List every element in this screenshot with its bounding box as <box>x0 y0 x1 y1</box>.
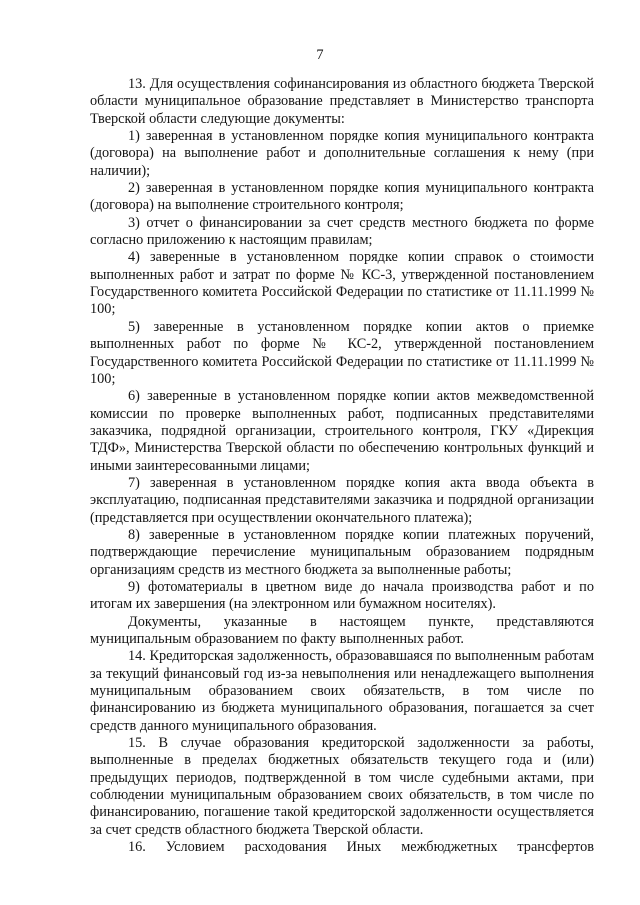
list-item-5: 5) заверенные в установленном порядке копии актов о приемке выполненных работ по форме № КС-2, утвержденной постановлением Государственного комитета Российской Федерации по статистике от 11.11.1999 № 100; <box>90 318 594 387</box>
list-item-9: 9) фотоматериалы в цветном виде до начала производства работ и по итогам их завершения (на электронном или бумажном носителях). <box>90 578 594 613</box>
list-item-1: 1) заверенная в установленном порядке копия муниципального контракта (договора) на выполнение работ и дополнительные соглашения к нему (при наличии); <box>90 128 594 179</box>
list-item-3: 3) отчет о финансировании за счет средств местного бюджета по форме согласно приложению к настоящим правилам; <box>90 214 594 249</box>
list-item-8: 8) заверенные в установленном порядке копии платежных поручений, подтверждающие перечисление муниципальным образованием подрядным организациям средств из местного бюджета за выполненные работы; <box>90 526 594 578</box>
paragraph-13: 13. Для осуществления софинансирования из областного бюджета Тверской области муниципальное образование представляет в Министерство транспорта Тверской области следующие документы: <box>90 76 594 127</box>
list-item-6: 6) заверенные в установленном порядке копии актов межведомственной комиссии по проверке выполненных работ, подписанных представителями заказчика, подрядной организации, строительного контроля, ГКУ «Дирекция ТДФ», Министерства Тверской области по обеспечению контрольных функций и иными заинтересованными лицами; <box>90 388 594 474</box>
document-body <box>90 76 594 856</box>
paragraph-16: 16. Условием расходования Иных межбюджетных трансфертов <box>128 839 594 856</box>
paragraph-14: 14. Кредиторская задолженность, образовавшаяся по выполненным работам за текущий финансовый год из-за невыполнения или ненадлежащего выполнения муниципальным образованием своих обязательств, в том числе по финансированию из бюджета муниципального образования, погашается за счет средств данного муниципального образования. <box>90 648 594 734</box>
list-item-7: 7) заверенная в установленном порядке копия акта ввода объекта в эксплуатацию, подписанная представителями заказчика и подрядной организации (представляется при осуществлении окончательного платежа); <box>90 474 594 526</box>
list-item-2: 2) заверенная в установленном порядке копия муниципального контракта (договора) на выполнение строительного контроля; <box>90 180 594 214</box>
paragraph-15: 15. В случае образования кредиторской задолженности за работы, выполненные в пределах бюджетных обязательств текущего года и (или) предыдущих периодов, подтвержденной в том числе судебными актами, при соблюдении муниципальным образованием своих обязательств, в том числе по финансированию, погашение такой кредиторской задолженности осуществляется за счет средств областного бюджета Тверской области. <box>90 735 594 838</box>
list-item-4: 4) заверенные в установленном порядке копии справок о стоимости выполненных работ и затрат по форме № КС-3, утвержденной постановлением Государственного комитета Российской Федерации по статистике от 11.11.1999 № 100; <box>90 249 594 318</box>
page-number: 7 <box>316 47 324 63</box>
documents-note: Документы, указанные в настоящем пункте, представляются муниципальным образованием по факту выполненных работ. <box>90 613 594 647</box>
